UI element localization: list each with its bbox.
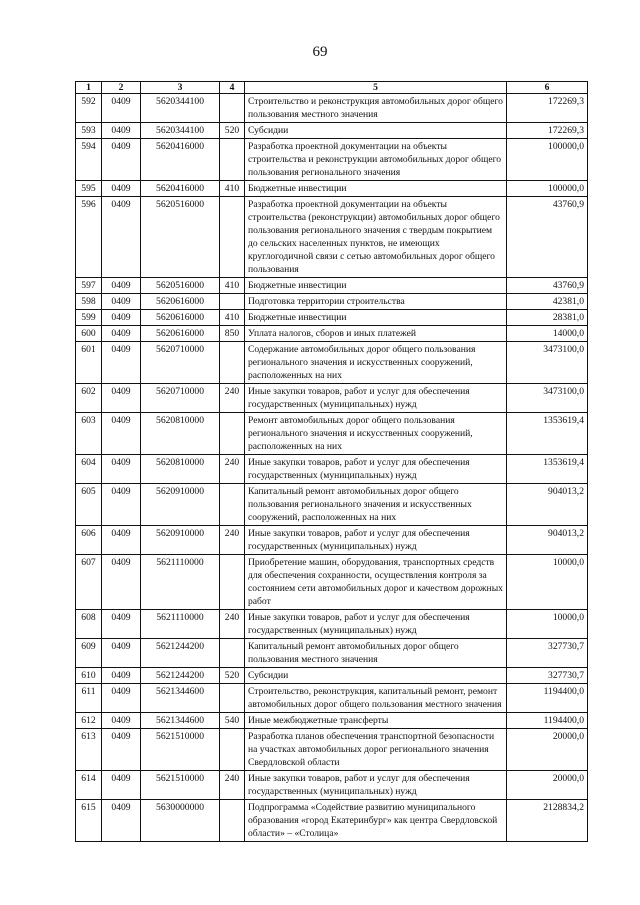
table-row <box>76 484 588 526</box>
row-number-cell: 601 <box>76 342 102 384</box>
row-description-cell: Бюджетные инвестиции <box>245 278 507 294</box>
row-number-cell: 600 <box>76 326 102 342</box>
row-amount-cell: 1194400,0 <box>507 713 588 729</box>
row-description-cell: Иные закупки товаров, работ и услуг для обеспечения государственных (муниципальных) нужд <box>245 455 507 484</box>
col-header-code: 3 <box>141 82 220 94</box>
row-type-cell <box>220 94 245 123</box>
col-header-amount: 6 <box>507 82 588 94</box>
row-amount-cell: 904013,2 <box>507 526 588 555</box>
row-number-cell: 592 <box>76 94 102 123</box>
row-section-cell: 0409 <box>102 610 141 639</box>
row-description-cell: Разработка проектной документации на объекты строительства (реконструкции) автомобильных дорог общего пользования регионального значения с твердым покрытием до сельских населенных пунктов, не имеющих круглогодичной связи с сетью автомобильных дорог общего пользования <box>245 197 507 278</box>
row-section-cell: 0409 <box>102 326 141 342</box>
col-header-section: 2 <box>102 82 141 94</box>
table-row <box>76 94 588 123</box>
col-header-type: 4 <box>220 82 245 94</box>
row-description-cell: Иные закупки товаров, работ и услуг для обеспечения государственных (муниципальных) нужд <box>245 384 507 413</box>
row-amount-cell: 14000,0 <box>507 326 588 342</box>
row-description-cell: Подпрограмма «Содействие развитию муниципального образования «город Екатеринбург» как центра Свердловской области» – «Столица» <box>245 800 507 842</box>
row-section-cell: 0409 <box>102 413 141 455</box>
row-description-cell: Разработка проектной документации на объекты строительства и реконструкции автомобильных дорог общего пользования регионального значения <box>245 139 507 181</box>
row-code-cell: 5620710000 <box>141 342 220 384</box>
row-description-cell: Ремонт автомобильных дорог общего пользования регионального значения и искусственных сооружений, расположенных на них <box>245 413 507 455</box>
row-type-cell: 410 <box>220 310 245 326</box>
row-amount-cell: 100000,0 <box>507 181 588 197</box>
row-code-cell: 5620616000 <box>141 294 220 310</box>
row-section-cell: 0409 <box>102 123 141 139</box>
row-code-cell: 5620416000 <box>141 139 220 181</box>
row-number-cell: 604 <box>76 455 102 484</box>
row-description-cell: Разработка планов обеспечения транспортной безопасности на участках автомобильных дорог регионального значения Свердловской области <box>245 729 507 771</box>
table-row <box>76 139 588 181</box>
row-section-cell: 0409 <box>102 139 141 181</box>
row-section-cell: 0409 <box>102 384 141 413</box>
table-header-row <box>76 82 588 94</box>
row-section-cell: 0409 <box>102 729 141 771</box>
row-code-cell: 5621344600 <box>141 684 220 713</box>
row-number-cell: 603 <box>76 413 102 455</box>
row-section-cell: 0409 <box>102 181 141 197</box>
row-code-cell: 5620516000 <box>141 278 220 294</box>
row-code-cell: 5620910000 <box>141 526 220 555</box>
row-code-cell: 5620516000 <box>141 197 220 278</box>
row-amount-cell: 1353619,4 <box>507 413 588 455</box>
table-row <box>76 555 588 610</box>
row-description-cell: Капитальный ремонт автомобильных дорог общего пользования местного значения <box>245 639 507 668</box>
row-number-cell: 615 <box>76 800 102 842</box>
row-section-cell: 0409 <box>102 684 141 713</box>
row-amount-cell: 327730,7 <box>507 668 588 684</box>
row-type-cell <box>220 413 245 455</box>
row-amount-cell: 172269,3 <box>507 123 588 139</box>
row-number-cell: 613 <box>76 729 102 771</box>
row-number-cell: 593 <box>76 123 102 139</box>
row-type-cell: 240 <box>220 384 245 413</box>
row-amount-cell: 20000,0 <box>507 771 588 800</box>
row-amount-cell: 1194400,0 <box>507 684 588 713</box>
table-row <box>76 413 588 455</box>
row-type-cell <box>220 800 245 842</box>
budget-table <box>75 81 588 842</box>
table-row <box>76 713 588 729</box>
row-number-cell: 598 <box>76 294 102 310</box>
row-section-cell: 0409 <box>102 342 141 384</box>
row-description-cell: Иные закупки товаров, работ и услуг для обеспечения государственных (муниципальных) нужд <box>245 526 507 555</box>
row-description-cell: Приобретение машин, оборудования, транспортных средств для обеспечения сохранности, осуществления контроля за состоянием сети автомобильных дорог и качеством дорожных работ <box>245 555 507 610</box>
table-row <box>76 342 588 384</box>
row-type-cell: 520 <box>220 123 245 139</box>
page-number: 69 <box>312 44 328 60</box>
row-code-cell: 5620344100 <box>141 94 220 123</box>
row-amount-cell: 20000,0 <box>507 729 588 771</box>
row-type-cell: 240 <box>220 455 245 484</box>
row-type-cell <box>220 729 245 771</box>
row-type-cell <box>220 342 245 384</box>
table-row <box>76 639 588 668</box>
row-section-cell: 0409 <box>102 278 141 294</box>
table-row <box>76 684 588 713</box>
table-row <box>76 326 588 342</box>
row-number-cell: 610 <box>76 668 102 684</box>
row-code-cell: 5621510000 <box>141 729 220 771</box>
row-code-cell: 5621244200 <box>141 639 220 668</box>
row-amount-cell: 3473100,0 <box>507 384 588 413</box>
row-section-cell: 0409 <box>102 639 141 668</box>
row-section-cell: 0409 <box>102 484 141 526</box>
row-amount-cell: 42381,0 <box>507 294 588 310</box>
row-number-cell: 608 <box>76 610 102 639</box>
row-description-cell: Субсидии <box>245 668 507 684</box>
row-number-cell: 614 <box>76 771 102 800</box>
row-type-cell <box>220 294 245 310</box>
table-row <box>76 729 588 771</box>
row-description-cell: Строительство, реконструкция, капитальный ремонт, ремонт автомобильных дорог общего пользования местного значения <box>245 684 507 713</box>
row-section-cell: 0409 <box>102 713 141 729</box>
row-type-cell <box>220 684 245 713</box>
row-number-cell: 612 <box>76 713 102 729</box>
table-row <box>76 610 588 639</box>
row-type-cell <box>220 484 245 526</box>
row-type-cell: 410 <box>220 278 245 294</box>
row-number-cell: 594 <box>76 139 102 181</box>
row-code-cell: 5620344100 <box>141 123 220 139</box>
row-description-cell: Иные закупки товаров, работ и услуг для обеспечения государственных (муниципальных) нужд <box>245 771 507 800</box>
row-description-cell: Бюджетные инвестиции <box>245 181 507 197</box>
row-code-cell: 5620810000 <box>141 455 220 484</box>
row-amount-cell: 10000,0 <box>507 610 588 639</box>
row-section-cell: 0409 <box>102 455 141 484</box>
table-row <box>76 668 588 684</box>
row-code-cell: 5630000000 <box>141 800 220 842</box>
row-code-cell: 5620616000 <box>141 310 220 326</box>
row-description-cell: Строительство и реконструкция автомобильных дорог общего пользования местного значения <box>245 94 507 123</box>
row-amount-cell: 3473100,0 <box>507 342 588 384</box>
row-amount-cell: 2128834,2 <box>507 800 588 842</box>
row-code-cell: 5620616000 <box>141 326 220 342</box>
table-row <box>76 455 588 484</box>
row-amount-cell: 43760,9 <box>507 197 588 278</box>
row-code-cell: 5620710000 <box>141 384 220 413</box>
row-code-cell: 5621344600 <box>141 713 220 729</box>
row-description-cell: Бюджетные инвестиции <box>245 310 507 326</box>
row-type-cell <box>220 639 245 668</box>
row-amount-cell: 327730,7 <box>507 639 588 668</box>
row-section-cell: 0409 <box>102 800 141 842</box>
row-code-cell: 5621110000 <box>141 610 220 639</box>
row-section-cell: 0409 <box>102 771 141 800</box>
table-row <box>76 526 588 555</box>
row-type-cell: 850 <box>220 326 245 342</box>
row-type-cell: 240 <box>220 771 245 800</box>
row-description-cell: Иные закупки товаров, работ и услуг для обеспечения государственных (муниципальных) нужд <box>245 610 507 639</box>
row-amount-cell: 100000,0 <box>507 139 588 181</box>
row-type-cell: 520 <box>220 668 245 684</box>
row-amount-cell: 10000,0 <box>507 555 588 610</box>
table-row <box>76 197 588 278</box>
row-type-cell <box>220 555 245 610</box>
row-section-cell: 0409 <box>102 310 141 326</box>
table-row <box>76 123 588 139</box>
row-number-cell: 596 <box>76 197 102 278</box>
table-row <box>76 800 588 842</box>
row-code-cell: 5621244200 <box>141 668 220 684</box>
row-section-cell: 0409 <box>102 294 141 310</box>
row-number-cell: 599 <box>76 310 102 326</box>
col-header-description: 5 <box>245 82 507 94</box>
row-number-cell: 609 <box>76 639 102 668</box>
row-number-cell: 602 <box>76 384 102 413</box>
row-description-cell: Иные межбюджетные трансферты <box>245 713 507 729</box>
row-number-cell: 597 <box>76 278 102 294</box>
row-number-cell: 595 <box>76 181 102 197</box>
row-amount-cell: 28381,0 <box>507 310 588 326</box>
row-amount-cell: 904013,2 <box>507 484 588 526</box>
row-description-cell: Капитальный ремонт автомобильных дорог общего пользования регионального значения и искусственных сооружений, расположенных на них <box>245 484 507 526</box>
row-section-cell: 0409 <box>102 668 141 684</box>
row-amount-cell: 43760,9 <box>507 278 588 294</box>
row-type-cell: 240 <box>220 610 245 639</box>
row-code-cell: 5620416000 <box>141 181 220 197</box>
row-amount-cell: 172269,3 <box>507 94 588 123</box>
row-section-cell: 0409 <box>102 526 141 555</box>
table-row <box>76 771 588 800</box>
row-section-cell: 0409 <box>102 555 141 610</box>
row-number-cell: 611 <box>76 684 102 713</box>
table-row <box>76 278 588 294</box>
row-amount-cell: 1353619,4 <box>507 455 588 484</box>
table-row <box>76 384 588 413</box>
row-number-cell: 605 <box>76 484 102 526</box>
row-type-cell: 240 <box>220 526 245 555</box>
row-code-cell: 5621110000 <box>141 555 220 610</box>
col-header-number: 1 <box>76 82 102 94</box>
table-row <box>76 294 588 310</box>
row-section-cell: 0409 <box>102 94 141 123</box>
table-body <box>76 94 588 842</box>
row-type-cell: 540 <box>220 713 245 729</box>
row-number-cell: 607 <box>76 555 102 610</box>
row-description-cell: Субсидии <box>245 123 507 139</box>
row-description-cell: Подготовка территории строительства <box>245 294 507 310</box>
row-code-cell: 5620910000 <box>141 484 220 526</box>
row-description-cell: Содержание автомобильных дорог общего пользования регионального значения и искусственных сооружений, расположенных на них <box>245 342 507 384</box>
table-row <box>76 181 588 197</box>
row-type-cell: 410 <box>220 181 245 197</box>
row-code-cell: 5621510000 <box>141 771 220 800</box>
row-type-cell <box>220 197 245 278</box>
row-number-cell: 606 <box>76 526 102 555</box>
row-type-cell <box>220 139 245 181</box>
table-row <box>76 310 588 326</box>
row-description-cell: Уплата налогов, сборов и иных платежей <box>245 326 507 342</box>
row-code-cell: 5620810000 <box>141 413 220 455</box>
row-section-cell: 0409 <box>102 197 141 278</box>
